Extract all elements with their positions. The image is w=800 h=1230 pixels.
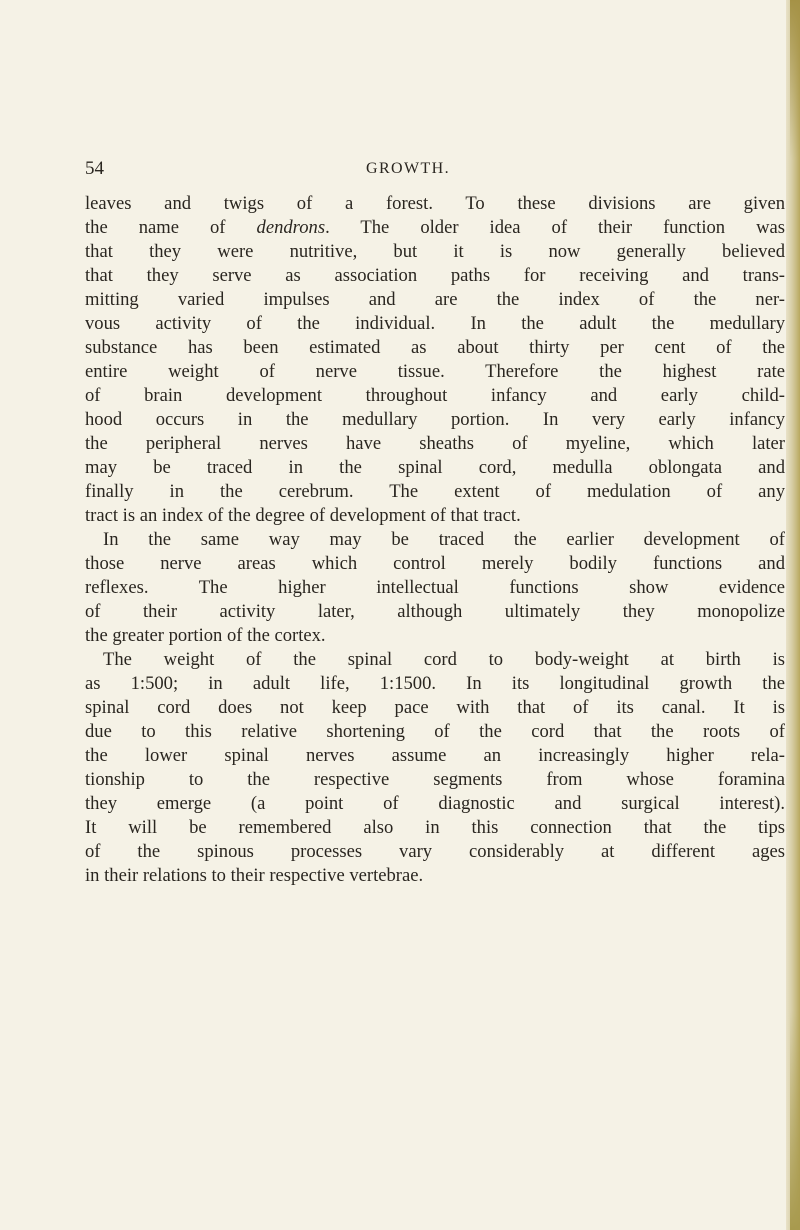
text-line: mitting varied impulses and are the index of the ner- (85, 289, 785, 310)
paragraph-2 (85, 528, 785, 648)
text-line: the peripheral nerves have sheaths of myeline, which later (85, 433, 785, 454)
text-line: of their activity later, although ultimately they monopolize (85, 601, 785, 622)
text-line: that they were nutritive, but it is now generally believed (85, 241, 785, 262)
paragraph-3 (85, 648, 785, 888)
page-edge-stain-bottom (790, 1010, 800, 1230)
text-line (85, 216, 785, 240)
text-line: the lower spinal nerves assume an increasingly higher rela- (85, 745, 785, 766)
text-line: the greater portion of the cortex. (85, 625, 326, 646)
text-line: due to this relative shortening of the cord that the roots of (85, 721, 785, 742)
text-line: that they serve as association paths for receiving and trans- (85, 265, 785, 286)
body-text (85, 192, 785, 888)
page-edge-stain-top (790, 0, 800, 160)
paragraph-1 (85, 192, 785, 528)
text-line: tract is an index of the degree of development of that tract. (85, 505, 521, 526)
text-line: vous activity of the individual. In the adult the medullary (85, 313, 785, 334)
text-line: The weight of the spinal cord to body-weight at birth is (103, 649, 785, 670)
text-line: reflexes. The higher intellectual functions show evidence (85, 577, 785, 598)
text-line: leaves and twigs of a forest. To these divisions are given (85, 193, 785, 214)
running-head (85, 158, 785, 184)
text-line: spinal cord does not keep pace with that of its canal. It is (85, 697, 785, 718)
emphasized-term: dendrons (256, 217, 326, 238)
text-line: entire weight of nerve tissue. Therefore the highest rate (85, 361, 785, 382)
text-line: as 1:500; in adult life, 1:1500. In its longitudinal growth the (85, 673, 785, 694)
text-line: of brain development throughout infancy and early child- (85, 385, 785, 406)
text-line: finally in the cerebrum. The extent of medulation of any (85, 481, 785, 502)
text-segment: the name of (85, 217, 257, 238)
text-line: It will be remembered also in this connection that the tips (85, 817, 785, 838)
text-line: substance has been estimated as about thirty per cent of the (85, 337, 785, 358)
text-line: In the same way may be traced the earlier development of (103, 529, 785, 550)
text-line: of the spinous processes vary considerably at different ages (85, 841, 785, 862)
text-line: tionship to the respective segments from whose foramina (85, 769, 785, 790)
text-line: they emerge (a point of diagnostic and surgical interest). (85, 793, 785, 814)
page-number: 54 (85, 158, 104, 179)
text-line: those nerve areas which control merely bodily functions and (85, 553, 785, 574)
text-line: hood occurs in the medullary portion. In very early infancy (85, 409, 785, 430)
running-head-title: GROWTH. (366, 160, 451, 177)
text-segment: . The older idea of their function was (325, 217, 786, 238)
text-line: in their relations to their respective vertebrae. (85, 865, 424, 886)
text-line: may be traced in the spinal cord, medulla oblongata and (85, 457, 785, 478)
